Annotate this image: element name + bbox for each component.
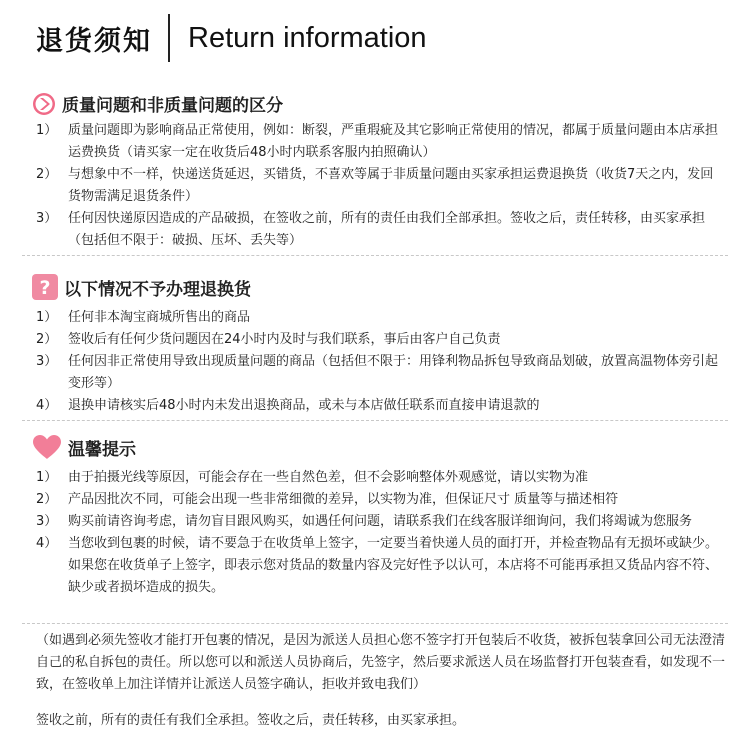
- section-divider: [22, 420, 728, 421]
- list-item: [36, 120, 726, 164]
- page-title-en: Return information: [188, 21, 427, 54]
- closing-statement: 签收之前，所有的责任有我们全承担。签收之后，责任转移，由买家承担。: [36, 713, 466, 728]
- item-text: 任何因非正常使用导致出现质量问题的商品（包括但不限于：用锋利物品拆包导致商品划破，放置高温物体旁引起变形等）: [68, 354, 719, 391]
- list-item: [36, 307, 726, 329]
- section-exclusions-title: [32, 274, 251, 300]
- section-quality-list: [36, 120, 726, 252]
- section-exclusions-label: 以下情况不予办理退换货: [64, 279, 251, 300]
- item-number: 4）: [36, 398, 58, 413]
- item-number: 3）: [36, 514, 58, 529]
- list-item: [36, 533, 726, 599]
- page-title-cn: 退货须知: [36, 25, 152, 57]
- section-tips-label: 温馨提示: [68, 439, 136, 460]
- title-separator: [168, 14, 170, 62]
- section-exclusions-list: [36, 307, 726, 417]
- item-number: 1）: [36, 310, 58, 325]
- item-text: 退换申请核实后48小时内未发出退换商品，或未与本店做任联系而直接申请退款的: [68, 398, 540, 413]
- item-text: 任何因快递原因造成的产品破损，在签收之前，所有的责任由我们全部承担。签收之后，责任转移，由买家承担（包括但不限于：破损、压坏、丢失等）: [68, 211, 706, 248]
- list-item: [36, 467, 726, 489]
- question-mark-icon: [32, 274, 58, 300]
- list-item: [36, 489, 726, 511]
- list-item: [36, 351, 726, 395]
- item-number: 1）: [36, 123, 58, 138]
- item-text: 质量问题即为影响商品正常使用，例如：断裂，严重瑕疵及其它影响正常使用的情况，都属于质量问题由本店承担运费换货（请买家一定在收货后48小时内联系客服内拍照确认）: [68, 123, 719, 160]
- section-divider: [22, 623, 728, 624]
- item-text: 由于拍摄光线等原因，可能会存在一些自然色差，但不会影响整体外观感觉，请以实物为准: [68, 470, 589, 485]
- item-number: 2）: [36, 332, 58, 347]
- list-item: [36, 164, 726, 208]
- list-item: [36, 329, 726, 351]
- item-number: 3）: [36, 354, 58, 369]
- list-item: [36, 208, 726, 252]
- section-divider: [22, 255, 728, 256]
- arrow-circle-icon: [32, 92, 56, 116]
- item-text: 产品因批次不同，可能会出现一些非常细微的差异，以实物为准，但保证尺寸 质量等与描述相符: [68, 492, 619, 507]
- section-quality-title: [32, 91, 283, 116]
- item-number: 3）: [36, 211, 58, 226]
- section-tips-title: [32, 434, 136, 460]
- signing-note: （如遇到必须先签收才能打开包裹的情况，是因为派送人员担心您不签字打开包装后不收货，被拆包装拿回公司无法澄清自己的私自拆包的责任。所以您可以和派送人员协商后，先签字，然后要求派送人员在场监督打开包装查看，如发现不一致，在签收单上加注详情并让派送人员签字确认，拒收并致电我们）: [36, 633, 726, 692]
- section-tips-list: [36, 467, 726, 599]
- item-number: 1）: [36, 470, 58, 485]
- heart-icon: [32, 434, 62, 460]
- list-item: [36, 511, 726, 533]
- svg-text:?: ?: [39, 277, 51, 299]
- section-quality-label: 质量问题和非质量问题的区分: [62, 96, 283, 116]
- item-number: 2）: [36, 492, 58, 507]
- item-text: 购买前请咨询考虑，请勿盲目跟风购买，如遇任何问题，请联系我们在线客服详细询问，我们将竭诚为您服务: [68, 514, 693, 529]
- item-text: 签收后有任何少货问题因在24小时内及时与我们联系，事后由客户自己负责: [68, 332, 501, 347]
- item-number: 2）: [36, 167, 58, 182]
- item-text: 任何非本淘宝商城所售出的商品: [68, 310, 251, 325]
- item-text: 当您收到包裹的时候，请不要急于在收货单上签字，一定要当着快递人员的面打开，并检查物品有无损坏或缺少。如果您在收货单子上签字，即表示您对货品的数量内容及完好性予以认可，本店将不可能再承担又货品内容不符、缺少或者损坏造成的损失。: [68, 536, 719, 595]
- list-item: [36, 395, 726, 417]
- page-header: [36, 12, 427, 64]
- item-number: 4）: [36, 536, 58, 551]
- item-text: 与想象中不一样，快递送货延迟，买错货，不喜欢等属于非质量问题由买家承担运费退换货（收货7天之内，发回货物需满足退货条件）: [68, 167, 714, 204]
